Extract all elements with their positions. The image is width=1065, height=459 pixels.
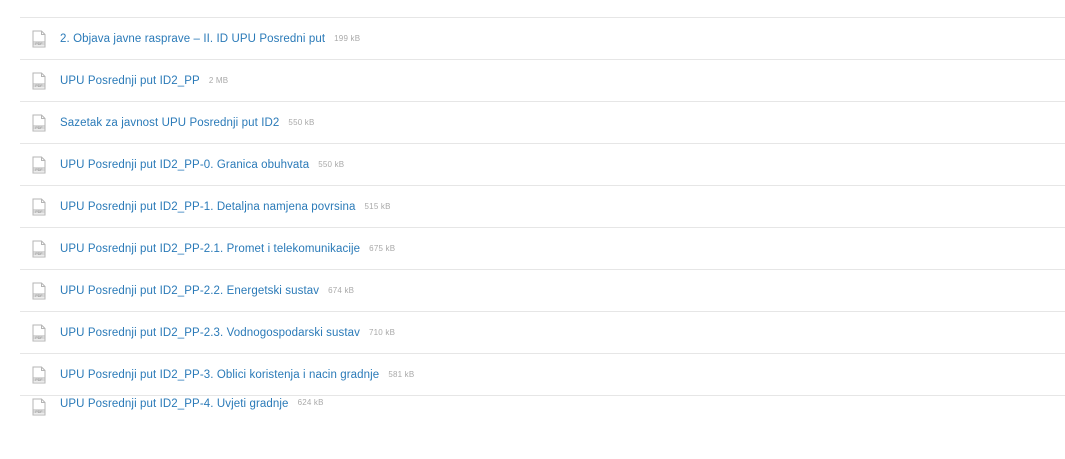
file-link[interactable]: UPU Posrednji put ID2_PP-2.2. Energetski sustav [60, 284, 320, 297]
file-row[interactable] [20, 60, 1065, 102]
file-size: 199 kB [334, 34, 361, 43]
pdf-file-icon [32, 240, 46, 258]
file-link[interactable]: 2. Objava javne rasprave – II. ID UPU Posredni put [60, 32, 326, 45]
pdf-file-icon [32, 366, 46, 384]
file-row[interactable] [20, 18, 1065, 60]
file-link[interactable]: UPU Posrednji put ID2_PP-2.1. Promet i telekomunikacije [60, 242, 361, 255]
file-row[interactable] [20, 270, 1065, 312]
file-link[interactable]: UPU Posrednji put ID2_PP-1. Detaljna namjena povrsina [60, 200, 356, 213]
file-row[interactable] [20, 144, 1065, 186]
file-link[interactable]: Sazetak za javnost UPU Posrednji put ID2 [60, 116, 280, 129]
svg-text:PDF: PDF [35, 167, 43, 172]
file-link[interactable]: UPU Posrednji put ID2_PP [60, 74, 200, 87]
file-size: 550 kB [318, 160, 345, 169]
file-size: 675 kB [369, 244, 396, 253]
pdf-file-icon [32, 156, 46, 174]
file-link[interactable]: UPU Posrednji put ID2_PP-4. Uvjeti gradnje [60, 398, 289, 410]
svg-text:PDF: PDF [35, 409, 43, 414]
file-link[interactable]: UPU Posrednji put ID2_PP-3. Oblici koristenja i nacin gradnje [60, 368, 380, 381]
file-size: 550 kB [288, 118, 315, 127]
pdf-file-icon [32, 198, 46, 216]
pdf-file-icon [32, 282, 46, 300]
svg-text:PDF: PDF [35, 251, 43, 256]
pdf-file-icon [32, 30, 46, 48]
svg-text:PDF: PDF [35, 41, 43, 46]
svg-text:PDF: PDF [35, 209, 43, 214]
svg-text:PDF: PDF [35, 83, 43, 88]
file-size: 2 MB [208, 76, 229, 85]
file-link[interactable]: UPU Posrednji put ID2_PP-2.3. Vodnogospodarski sustav [60, 326, 360, 339]
file-row[interactable] [20, 354, 1065, 396]
svg-text:PDF: PDF [35, 125, 43, 130]
file-size: 624 kB [297, 398, 324, 407]
file-row[interactable] [20, 396, 1065, 418]
file-size: 710 kB [369, 328, 396, 337]
svg-text:PDF: PDF [35, 293, 43, 298]
file-list [20, 17, 1065, 418]
file-link[interactable]: UPU Posrednji put ID2_PP-0. Granica obuhvata [60, 158, 310, 171]
svg-text:PDF: PDF [35, 377, 43, 382]
file-size: 515 kB [364, 202, 391, 211]
file-row[interactable] [20, 102, 1065, 144]
pdf-file-icon [32, 114, 46, 132]
file-size: 674 kB [328, 286, 355, 295]
file-row[interactable] [20, 312, 1065, 354]
pdf-file-icon [32, 72, 46, 90]
file-row[interactable] [20, 186, 1065, 228]
pdf-file-icon [32, 398, 46, 416]
pdf-file-icon [32, 324, 46, 342]
file-size: 581 kB [388, 370, 415, 379]
file-row[interactable] [20, 228, 1065, 270]
svg-text:PDF: PDF [35, 335, 43, 340]
